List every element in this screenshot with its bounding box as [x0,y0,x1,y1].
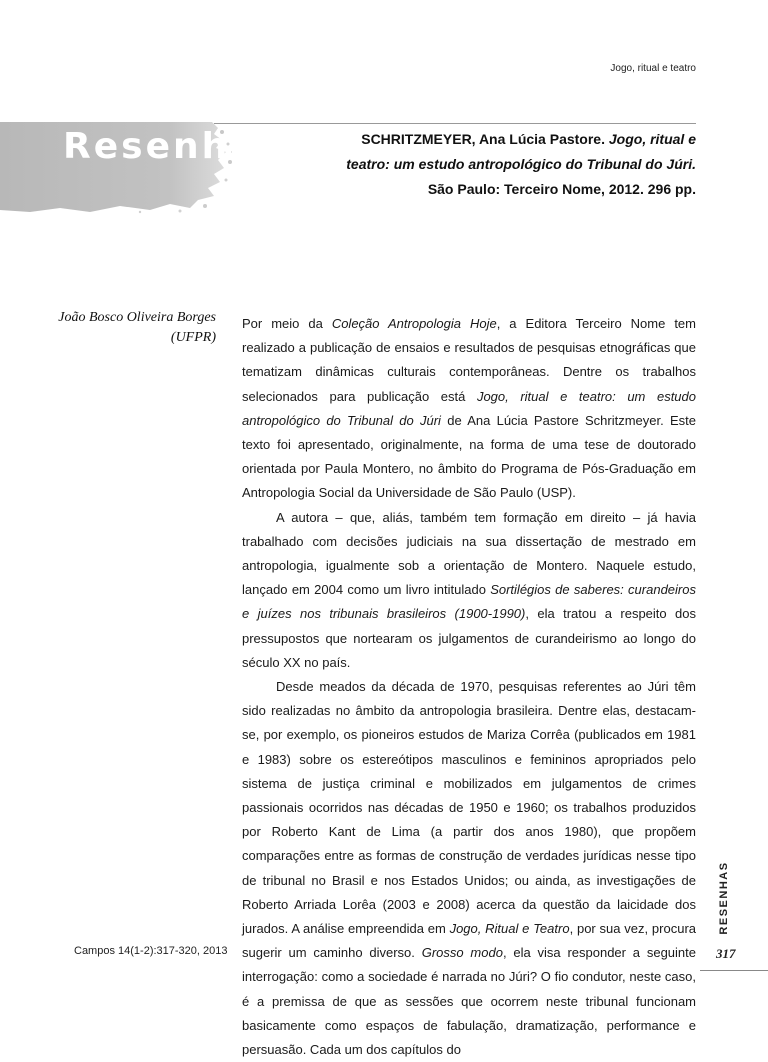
text-run: Por meio da [242,316,332,331]
italic-run: Grosso modo [421,945,503,961]
side-label-text: RESENHAS [718,861,730,935]
italic-run: Jogo, Ritual e Teatro [449,921,570,937]
citation-author: SCHRITZMEYER, Ana Lúcia Pastore. [361,131,605,147]
section-side-label [712,858,736,938]
section-banner-label: Resenha [63,126,258,167]
citation-line-1 [336,127,696,152]
author-affiliation: (UFPR) [170,330,216,345]
author-name: João Bosco Oliveira Borges [58,310,216,325]
citation-line-3: São Paulo: Terceiro Nome, 2012. 296 pp. [427,181,696,197]
text-run: , ela tratou a respeito dos pressupostos que nortearam os julgamentos de curandeirismo ao longo do século XX no país. [242,606,696,670]
text-run: , ela visa responder a seguinte interrogação: como a sociedade é narrada no Júri? O fio condutor, neste caso, é a premissa de que as sessões que ocorrem neste tribunal funcionam basicamente como espaços de fabulação, dramatização, performance e persuasão. Cada um dos capítulos do [242,945,696,1058]
journal-reference: Campos 14(1-2):317-320, 2013 [74,945,228,957]
review-body [242,312,696,1062]
paragraph-1 [242,312,696,506]
citation-title-start: Jogo, ritual e [608,131,696,147]
italic-run: Sortilégios de saberes: curandeiros e juízes nos tribunais brasileiros (1900-1990) [242,582,696,622]
paragraph-3 [242,675,696,1062]
text-run: A autora – que, aliás, também tem formação em direito – já havia trabalhado com decisões judiciais na sua dissertação de mestrado em antropologia, igualmente sob a orientação de Montero. Naquele estudo, lançado em 2004 como um livro intitulado [242,509,696,598]
header-rule [214,123,696,124]
paragraph-2 [242,506,696,675]
page-number: 317 [716,946,736,961]
text-run: de Ana Lúcia Pastore Schritzmeyer. Este texto foi apresentado, originalmente, na forma de uma tese de doutorado orientada por Paula Montero, no âmbito do Programa de Pós-Graduação em Antropologia Social da Universidade de São Paulo (USP). [242,412,696,501]
footer-rule [700,970,768,971]
italic-run: Coleção Antropologia Hoje [331,316,497,331]
review-author [36,308,216,348]
text-run: , a Editora Terceiro Nome tem realizado a publicação de ensaios e resultados de pesquisas etnográficas que tematizam dinâmicas culturais contemporâneas. Dentre os trabalhos selecionados para publicação está [242,316,696,404]
citation-line-2 [336,152,696,177]
book-citation [336,127,696,202]
text-run: , por sua vez, procura sugerir um caminho diverso. [242,921,697,961]
running-head: Jogo, ritual e teatro [610,63,696,74]
text-run: Desde meados da década de 1970, pesquisas referentes ao Júri têm sido realizadas no âmbito da antropologia brasileira. Dentre elas, destacam-se, por exemplo, os pioneiros estudos de Mariza Corrêa (publicados em 1981 e 1983) sobre os estereótipos masculinos e femininos apropriados pelo sistema de justiça criminal e mobilizados em julgamentos de crimes passionais ocorridos nas décadas de 1950 e 1960; os trabalhos produzidos por Roberto Kant de Lima (a partir dos anos 1980), que propõem comparações entre as formas de construção de verdades jurídicas nesse tipo de tribunal no Brasil e nos Estados Unidos; ou ainda, as investigações de Roberto Arriada Lorêa (2003 e 2008) acerca da questão da laicidade dos jurados. A análise empreendida em [242,679,696,937]
italic-run: Jogo, ritual e teatro: um estudo antropológico do Tribunal do Júri [242,388,696,428]
citation-title-rest: teatro: um estudo antropológico do Tribunal do Júri. [346,156,696,172]
